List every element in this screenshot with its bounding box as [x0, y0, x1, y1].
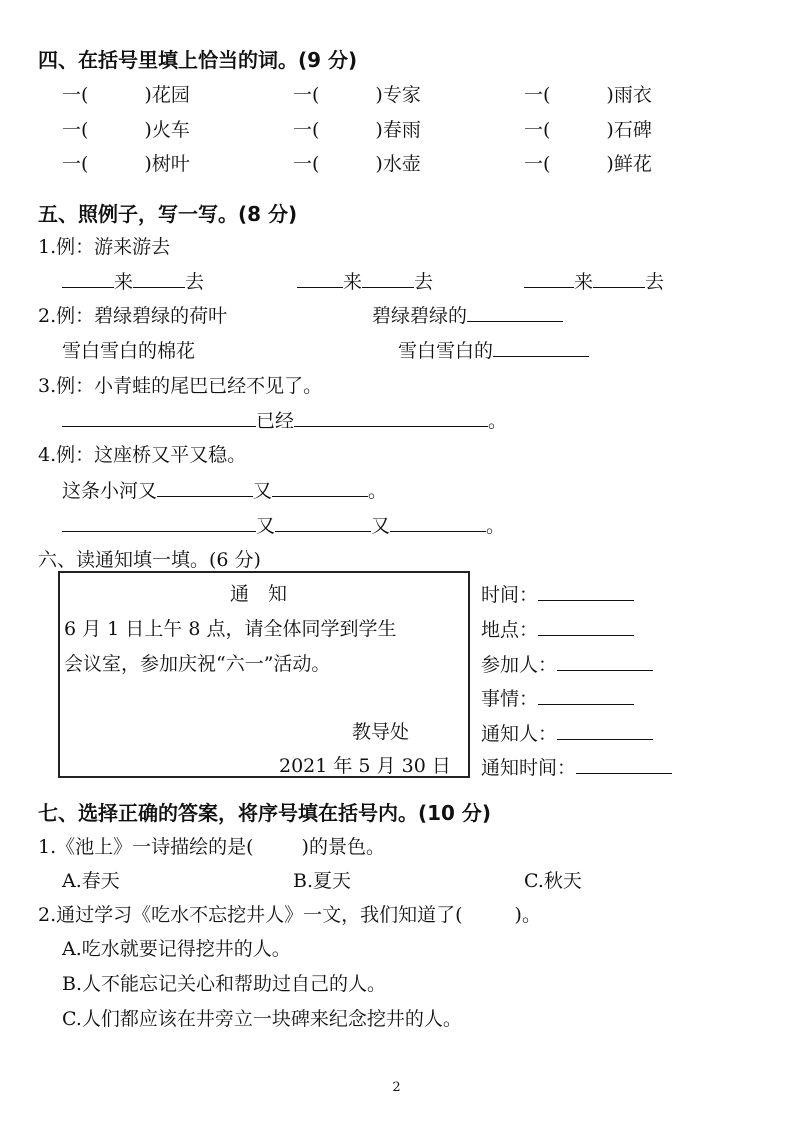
field-place-label: 地点：: [481, 619, 539, 641]
field-event-label: 事情：: [481, 688, 539, 710]
item-prefix: 一(: [62, 153, 89, 175]
item-word: 鲜花: [613, 153, 652, 175]
q4-end: 。: [486, 515, 506, 537]
q3-end: 。: [488, 410, 508, 432]
item-word: 水壶: [382, 153, 421, 175]
answer-blank[interactable]: [62, 410, 256, 427]
word-qu: 去: [185, 271, 205, 293]
item-word: 火车: [151, 119, 190, 141]
section4-title: 四、在括号里填上恰当的词。(9 分): [38, 48, 358, 72]
word-lai: 来: [114, 271, 134, 293]
section4-item: [62, 115, 190, 142]
section6-title: 六、读通知填一填。(6 分): [38, 549, 261, 571]
notice-heading: 通 知: [230, 583, 288, 605]
q2-fill-1-prefix: 碧绿碧绿的: [372, 305, 468, 327]
answer-blank[interactable]: [557, 654, 653, 671]
q4-end: 。: [368, 480, 388, 502]
item-prefix: 一(: [524, 119, 551, 141]
q4-example: 4.例：这座桥又平又稳。: [38, 444, 247, 466]
q1-fill-group-2: [297, 267, 433, 294]
item-close: ): [606, 119, 614, 141]
q3-fill: [62, 406, 507, 433]
s7-q2-text-b: )。: [514, 904, 541, 926]
answer-blank[interactable]: [157, 480, 253, 497]
item-word: 树叶: [151, 153, 190, 175]
field-time-label: 时间：: [481, 584, 539, 606]
item-close: ): [144, 119, 152, 141]
section7-title: 七、选择正确的答案，将序号填在括号内。(10 分): [38, 801, 492, 825]
q4-you: 又: [256, 515, 276, 537]
item-word: 春雨: [382, 119, 421, 141]
q4-fill-1: [62, 476, 387, 503]
field-place: [481, 615, 634, 642]
q1-fill-group-3: [524, 267, 664, 294]
answer-blank[interactable]: [62, 515, 256, 532]
s7-q1-text-a: 1.《池上》一诗描绘的是(: [38, 836, 254, 858]
answer-blank[interactable]: [538, 619, 634, 636]
page-number: 2: [392, 1080, 401, 1095]
field-participants: [481, 650, 653, 677]
answer-blank[interactable]: [275, 515, 371, 532]
item-prefix: 一(: [62, 119, 89, 141]
word-qu: 去: [645, 271, 665, 293]
q2-fill-2-prefix: 雪白雪白的: [398, 340, 494, 362]
q2-example: 2.例：碧绿碧绿的荷叶: [38, 305, 228, 327]
answer-blank[interactable]: [294, 410, 488, 427]
item-close: ): [375, 153, 383, 175]
s7-q2-text-a: 2.通过学习《吃水不忘挖井人》一文，我们知道了(: [38, 904, 463, 926]
section4-item: [524, 80, 652, 107]
s7-q1-option-a[interactable]: A.春天: [62, 870, 120, 892]
s7-q1-text-b: )的景色。: [301, 836, 385, 858]
answer-blank[interactable]: [524, 271, 574, 288]
word-lai: 来: [574, 271, 594, 293]
notice-body-1: 6 月 1 日上午 8 点，请全体同学到学生: [64, 618, 397, 640]
section4-item: [524, 115, 652, 142]
q4-you: 又: [371, 515, 391, 537]
item-close: ): [375, 119, 383, 141]
section4-item: [293, 149, 421, 176]
answer-blank[interactable]: [576, 757, 672, 774]
answer-blank[interactable]: [538, 584, 634, 601]
s7-q1-option-b[interactable]: B.夏天: [293, 870, 352, 892]
item-close: ): [606, 84, 614, 106]
q2-line2: 雪白雪白的棉花: [62, 340, 196, 362]
word-qu: 去: [414, 271, 434, 293]
answer-blank[interactable]: [62, 271, 114, 288]
field-notifier: [481, 719, 653, 746]
field-notice-time: [481, 753, 672, 780]
notice-body-2: 会议室，参加庆祝“六一”活动。: [64, 653, 331, 675]
item-word: 石碑: [613, 119, 652, 141]
item-prefix: 一(: [293, 119, 320, 141]
section4-item: [293, 115, 421, 142]
item-word: 专家: [382, 84, 421, 106]
s7-q2-option-b[interactable]: B.人不能忘记关心和帮助过自己的人。: [62, 973, 387, 995]
section4-item: [293, 80, 421, 107]
item-prefix: 一(: [293, 84, 320, 106]
answer-blank[interactable]: [272, 480, 368, 497]
item-word: 花园: [151, 84, 190, 106]
q4-line1-start: 这条小河又: [62, 480, 158, 502]
answer-blank[interactable]: [362, 271, 414, 288]
answer-blank[interactable]: [467, 305, 563, 322]
answer-blank[interactable]: [297, 271, 343, 288]
s7-q2: [38, 900, 541, 927]
item-close: ): [144, 153, 152, 175]
section5-title: 五、照例子，写一写。(8 分): [38, 202, 298, 226]
section4-item: [62, 80, 190, 107]
notice-date: 2021 年 5 月 30 日: [279, 755, 451, 777]
field-participants-label: 参加人：: [481, 654, 558, 676]
field-event: [481, 684, 634, 711]
answer-blank[interactable]: [593, 271, 645, 288]
answer-blank[interactable]: [133, 271, 185, 288]
q2-fill-2: [398, 336, 589, 363]
answer-blank[interactable]: [390, 515, 486, 532]
q4-fill-2: [62, 511, 505, 538]
field-notifier-label: 通知人：: [481, 723, 558, 745]
answer-blank[interactable]: [538, 688, 634, 705]
item-close: ): [375, 84, 383, 106]
section4-item: [62, 149, 190, 176]
s7-q2-option-a[interactable]: A.吃水就要记得挖井的人。: [62, 938, 291, 960]
section4-item: [524, 149, 652, 176]
answer-blank[interactable]: [557, 723, 653, 740]
word-lai: 来: [343, 271, 363, 293]
item-close: ): [144, 84, 152, 106]
item-prefix: 一(: [524, 153, 551, 175]
q4-you: 又: [253, 480, 273, 502]
item-prefix: 一(: [293, 153, 320, 175]
q2-fill-1: [372, 301, 563, 328]
item-word: 雨衣: [613, 84, 652, 106]
q3-example: 3.例：小青蛙的尾巴已经不见了。: [38, 375, 323, 397]
q1-fill-group-1: [62, 267, 204, 294]
field-notice-time-label: 通知时间：: [481, 757, 577, 779]
answer-blank[interactable]: [493, 340, 589, 357]
notice-sender: 教导处: [352, 721, 410, 743]
item-close: ): [606, 153, 614, 175]
q3-mid: 已经: [256, 410, 295, 432]
field-time: [481, 580, 634, 607]
item-prefix: 一(: [62, 84, 89, 106]
s7-q2-option-c[interactable]: C.人们都应该在井旁立一块碑来纪念挖井的人。: [62, 1008, 462, 1030]
q1-example: 1.例：游来游去: [38, 236, 171, 258]
s7-q1-option-c[interactable]: C.秋天: [524, 870, 582, 892]
item-prefix: 一(: [524, 84, 551, 106]
s7-q1: [38, 832, 385, 859]
